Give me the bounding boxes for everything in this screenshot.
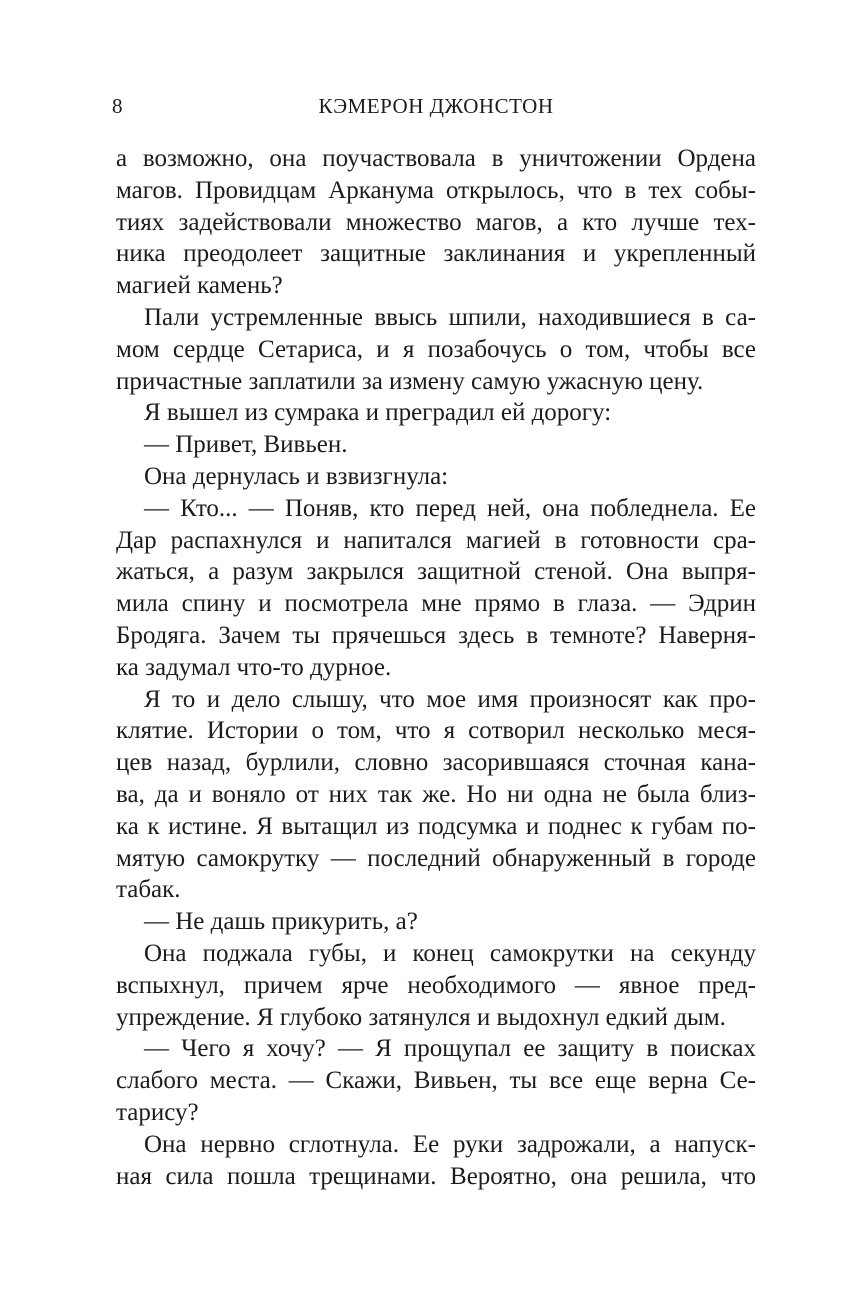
paragraph	[116, 397, 756, 429]
text-line: Пали устремленные ввысь шпили, находившиеся в са-	[144, 303, 756, 331]
text-line: — Привет, Вивьен.	[144, 431, 348, 459]
text-line: Дар распахнулся и напитался магией в готовности сра-	[116, 526, 756, 554]
text-line: — Кто... — Поняв, кто перед ней, она побледнела. Ее	[144, 494, 756, 522]
text-line: слабого места. — Скажи, Вивьен, ты все еще верна Се-	[116, 1067, 756, 1095]
text-block	[116, 143, 756, 1192]
text-line: цев назад, бурлили, словно засорившаяся сточная кана-	[116, 749, 756, 777]
text-line: а возможно, она поучаствовала в уничтожении Ордена	[116, 145, 756, 172]
text-line: Она поджала губы, и конец самокрутки на секунду	[144, 939, 756, 967]
text-line: причастные заплатили за измену самую ужасную цену.	[116, 367, 704, 395]
text-line: мила спину и посмотрела мне прямо в глаза. — Эдрин	[116, 590, 756, 618]
text-line: ника преодолеет защитные заклинания и укрепленный	[116, 240, 756, 268]
paragraph	[116, 1033, 756, 1128]
paragraph	[116, 493, 756, 684]
paragraph	[116, 302, 756, 397]
text-line: клятие. Истории о том, что я сотворил несколько меся-	[116, 717, 756, 745]
text-line: ная сила пошла трещинами. Вероятно, она решила, что	[116, 1162, 756, 1190]
page-header	[112, 94, 756, 120]
text-line: мятую самокрутку — последний обнаруженный в городе	[116, 844, 756, 872]
text-line: — Чего я хочу? — Я прощупал ее защиту в поисках	[144, 1035, 756, 1063]
text-line: упреждение. Я глубоко затянулся и выдохнул едкий дым.	[116, 1003, 726, 1031]
paragraph	[116, 461, 756, 493]
text-line: табак.	[116, 876, 181, 904]
text-line: тиях задействовали множество магов, а кто лучше тех-	[116, 208, 756, 236]
text-line: Я то и дело слышу, что мое имя произносят как про-	[144, 685, 756, 713]
text-line: ва, да и воняло от них так же. Но ни одна не была близ-	[116, 780, 756, 808]
running-title: КЭМЕРОН ДЖОНСТОН	[318, 94, 554, 118]
paragraph	[116, 684, 756, 907]
text-line: Она нервно сглотнула. Ее руки задрожали, а напуск-	[144, 1130, 756, 1158]
text-line: тарису?	[116, 1098, 199, 1126]
text-line: Я вышел из сумрака и преградил ей дорогу:	[144, 399, 612, 427]
paragraph	[116, 906, 756, 938]
text-line: Бродяга. Зачем ты прячешься здесь в темноте? Наверня-	[116, 621, 756, 649]
text-line: магов. Провидцам Арканума открылось, что в тех собы-	[116, 176, 756, 204]
text-line: ка к истине. Я вытащил из подсумка и поднес к губам по-	[116, 812, 756, 840]
text-line: — Не дашь прикурить, а?	[144, 908, 418, 936]
text-line: ка задумал что-то дурное.	[116, 653, 392, 681]
page-number: 8	[112, 94, 123, 118]
text-line: вспыхнул, причем ярче необходимого — явное пред-	[116, 971, 756, 999]
text-line: жаться, а разум закрылся защитной стеной. Она выпря-	[116, 558, 756, 586]
paragraph	[116, 938, 756, 1033]
text-line: Она дернулась и взвизгнула:	[144, 462, 449, 490]
text-line: магией камень?	[116, 272, 283, 300]
text-line: мом сердце Сетариса, и я позабочусь о том, чтобы все	[116, 335, 756, 363]
paragraph	[116, 143, 756, 302]
paragraph	[116, 1129, 756, 1193]
paragraph	[116, 429, 756, 461]
